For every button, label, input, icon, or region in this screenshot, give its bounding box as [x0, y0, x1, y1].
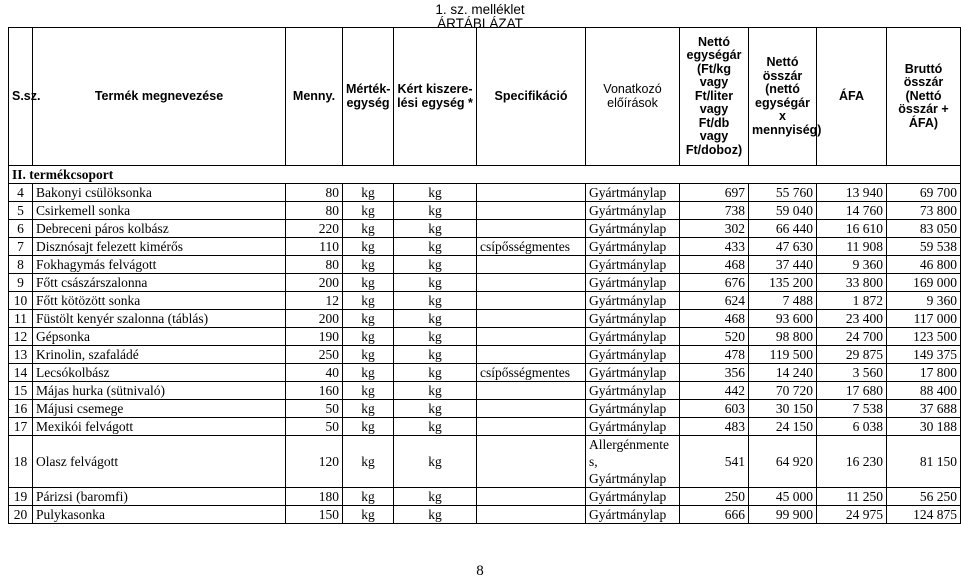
cell-unit: kg	[343, 506, 394, 524]
cell-rules: Gyártmánylap	[586, 310, 680, 328]
cell-vat: 11 908	[817, 238, 887, 256]
cell-row-number: 20	[9, 506, 33, 524]
cell-pack-unit: kg	[394, 346, 477, 364]
cell-row-number: 15	[9, 382, 33, 400]
cell-specification	[477, 220, 586, 238]
cell-product-name: Csirkemell sonka	[33, 202, 286, 220]
cell-pack-unit: kg	[394, 506, 477, 524]
cell-quantity: 120	[286, 436, 343, 488]
cell-net-unit-price: 738	[680, 202, 749, 220]
cell-net-total: 119 500	[749, 346, 817, 364]
cell-rules: Gyártmánylap	[586, 292, 680, 310]
cell-rules: Gyártmánylap	[586, 382, 680, 400]
cell-rules: Gyártmánylap	[586, 238, 680, 256]
cell-gross-total: 88 400	[887, 382, 961, 400]
cell-net-unit-price: 442	[680, 382, 749, 400]
cell-vat: 16 610	[817, 220, 887, 238]
cell-gross-total: 46 800	[887, 256, 961, 274]
cell-rules: Gyártmánylap	[586, 274, 680, 292]
cell-product-name: Disznósajt felezett kimérős	[33, 238, 286, 256]
cell-row-number: 12	[9, 328, 33, 346]
cell-specification	[477, 382, 586, 400]
cell-gross-total: 30 188	[887, 418, 961, 436]
cell-gross-total: 169 000	[887, 274, 961, 292]
cell-pack-unit: kg	[394, 202, 477, 220]
cell-row-number: 13	[9, 346, 33, 364]
cell-rules: Gyártmánylap	[586, 202, 680, 220]
cell-rules: Gyártmánylap	[586, 400, 680, 418]
table-row	[9, 346, 961, 364]
cell-product-name: Pulykasonka	[33, 506, 286, 524]
header-pack: Kért kiszere-lési egység *	[394, 28, 477, 166]
cell-net-unit-price: 520	[680, 328, 749, 346]
cell-net-total: 135 200	[749, 274, 817, 292]
cell-unit: kg	[343, 274, 394, 292]
table-row	[9, 184, 961, 202]
header-vat: ÁFA	[817, 28, 887, 166]
cell-product-name: Gépsonka	[33, 328, 286, 346]
cell-product-name: Fokhagymás felvágott	[33, 256, 286, 274]
cell-quantity: 80	[286, 256, 343, 274]
cell-quantity: 160	[286, 382, 343, 400]
cell-unit: kg	[343, 292, 394, 310]
cell-net-total: 30 150	[749, 400, 817, 418]
table-row	[9, 382, 961, 400]
cell-quantity: 190	[286, 328, 343, 346]
cell-gross-total: 69 700	[887, 184, 961, 202]
page-number: 8	[476, 563, 484, 579]
cell-unit: kg	[343, 328, 394, 346]
cell-specification	[477, 400, 586, 418]
cell-unit: kg	[343, 364, 394, 382]
cell-pack-unit: kg	[394, 256, 477, 274]
cell-product-name: Főtt császárszalonna	[33, 274, 286, 292]
table-row	[9, 238, 961, 256]
cell-row-number: 9	[9, 274, 33, 292]
cell-net-total: 98 800	[749, 328, 817, 346]
cell-specification	[477, 506, 586, 524]
cell-quantity: 40	[286, 364, 343, 382]
header-net-unit: Nettó egységár (Ft/kg vagy Ft/liter vagy Ft/db vagy Ft/doboz)	[680, 28, 749, 166]
cell-net-unit-price: 468	[680, 310, 749, 328]
cell-row-number: 10	[9, 292, 33, 310]
cell-specification	[477, 274, 586, 292]
cell-vat: 17 680	[817, 382, 887, 400]
cell-unit: kg	[343, 256, 394, 274]
cell-row-number: 16	[9, 400, 33, 418]
cell-product-name: Bakonyi csülöksonka	[33, 184, 286, 202]
header-row	[9, 28, 961, 166]
cell-vat: 6 038	[817, 418, 887, 436]
cell-gross-total: 59 538	[887, 238, 961, 256]
cell-product-name: Mexikói felvágott	[33, 418, 286, 436]
cell-specification: csípősségmentes	[477, 364, 586, 382]
cell-row-number: 14	[9, 364, 33, 382]
cell-gross-total: 149 375	[887, 346, 961, 364]
cell-net-unit-price: 468	[680, 256, 749, 274]
header-unit: Mérték-egység	[343, 28, 394, 166]
cell-product-name: Májusi csemege	[33, 400, 286, 418]
cell-unit: kg	[343, 436, 394, 488]
cell-gross-total: 81 150	[887, 436, 961, 488]
cell-net-unit-price: 541	[680, 436, 749, 488]
header-spec: Specifikáció	[477, 28, 586, 166]
cell-vat: 1 872	[817, 292, 887, 310]
cell-net-unit-price: 603	[680, 400, 749, 418]
cell-vat: 16 230	[817, 436, 887, 488]
cell-product-name: Lecsókolbász	[33, 364, 286, 382]
cell-rules: Allergénmente s, Gyártmánylap	[586, 436, 680, 488]
cell-rules: Gyártmánylap	[586, 256, 680, 274]
cell-row-number: 8	[9, 256, 33, 274]
cell-specification	[477, 184, 586, 202]
cell-net-unit-price: 483	[680, 418, 749, 436]
cell-unit: kg	[343, 202, 394, 220]
cell-product-name: Krinolin, szafaládé	[33, 346, 286, 364]
cell-gross-total: 17 800	[887, 364, 961, 382]
cell-net-unit-price: 250	[680, 488, 749, 506]
cell-net-total: 24 150	[749, 418, 817, 436]
cell-net-total: 99 900	[749, 506, 817, 524]
cell-pack-unit: kg	[394, 436, 477, 488]
header-name: Termék megnevezése	[33, 28, 286, 166]
cell-pack-unit: kg	[394, 220, 477, 238]
cell-pack-unit: kg	[394, 328, 477, 346]
cell-rules: Gyártmánylap	[586, 346, 680, 364]
cell-unit: kg	[343, 418, 394, 436]
cell-product-name: Debreceni páros kolbász	[33, 220, 286, 238]
price-table	[8, 27, 961, 524]
cell-rules: Gyártmánylap	[586, 364, 680, 382]
group-label: II. termékcsoport	[9, 166, 961, 184]
cell-pack-unit: kg	[394, 238, 477, 256]
cell-pack-unit: kg	[394, 274, 477, 292]
cell-specification	[477, 256, 586, 274]
cell-quantity: 80	[286, 202, 343, 220]
cell-gross-total: 37 688	[887, 400, 961, 418]
cell-gross-total: 56 250	[887, 488, 961, 506]
cell-quantity: 150	[286, 506, 343, 524]
cell-specification	[477, 436, 586, 488]
header-net-total: Nettó összár (nettó egységár x mennyiség)	[749, 28, 817, 166]
cell-vat: 13 940	[817, 184, 887, 202]
cell-net-unit-price: 676	[680, 274, 749, 292]
cell-vat: 23 400	[817, 310, 887, 328]
header-ssz: S.sz.	[9, 28, 33, 166]
cell-row-number: 4	[9, 184, 33, 202]
cell-unit: kg	[343, 220, 394, 238]
table-row	[9, 256, 961, 274]
cell-net-total: 7 488	[749, 292, 817, 310]
cell-quantity: 180	[286, 488, 343, 506]
cell-net-total: 47 630	[749, 238, 817, 256]
cell-pack-unit: kg	[394, 184, 477, 202]
cell-vat: 24 975	[817, 506, 887, 524]
cell-rules: Gyártmánylap	[586, 418, 680, 436]
cell-specification	[477, 488, 586, 506]
cell-specification	[477, 328, 586, 346]
cell-net-unit-price: 697	[680, 184, 749, 202]
cell-rules: Gyártmánylap	[586, 328, 680, 346]
cell-quantity: 250	[286, 346, 343, 364]
table-row	[9, 506, 961, 524]
cell-gross-total: 73 800	[887, 202, 961, 220]
table-row	[9, 292, 961, 310]
cell-rules: Gyártmánylap	[586, 488, 680, 506]
cell-net-unit-price: 478	[680, 346, 749, 364]
cell-gross-total: 124 875	[887, 506, 961, 524]
cell-rules: Gyártmánylap	[586, 506, 680, 524]
cell-specification	[477, 292, 586, 310]
cell-row-number: 6	[9, 220, 33, 238]
cell-net-unit-price: 433	[680, 238, 749, 256]
header-qty: Menny.	[286, 28, 343, 166]
cell-product-name: Májas hurka (sütnivaló)	[33, 382, 286, 400]
cell-vat: 24 700	[817, 328, 887, 346]
cell-product-name: Párizsi (baromfi)	[33, 488, 286, 506]
cell-net-total: 70 720	[749, 382, 817, 400]
cell-product-name: Füstölt kenyér szalonna (táblás)	[33, 310, 286, 328]
table-row	[9, 400, 961, 418]
table-row	[9, 202, 961, 220]
cell-pack-unit: kg	[394, 400, 477, 418]
cell-vat: 9 360	[817, 256, 887, 274]
cell-net-total: 64 920	[749, 436, 817, 488]
cell-gross-total: 123 500	[887, 328, 961, 346]
cell-specification	[477, 310, 586, 328]
cell-net-total: 14 240	[749, 364, 817, 382]
cell-net-unit-price: 356	[680, 364, 749, 382]
cell-row-number: 11	[9, 310, 33, 328]
cell-net-total: 45 000	[749, 488, 817, 506]
cell-unit: kg	[343, 346, 394, 364]
cell-pack-unit: kg	[394, 488, 477, 506]
annex-label: 1. sz. melléklet	[435, 2, 525, 17]
cell-net-unit-price: 302	[680, 220, 749, 238]
cell-vat: 29 875	[817, 346, 887, 364]
cell-quantity: 50	[286, 418, 343, 436]
cell-pack-unit: kg	[394, 310, 477, 328]
cell-product-name: Olasz felvágott	[33, 436, 286, 488]
table-row	[9, 274, 961, 292]
cell-unit: kg	[343, 400, 394, 418]
cell-unit: kg	[343, 184, 394, 202]
cell-quantity: 50	[286, 400, 343, 418]
header-rules: Vonatkozó előírások	[586, 28, 680, 166]
cell-vat: 11 250	[817, 488, 887, 506]
table-title: ÁRTÁBLÁZAT	[437, 16, 523, 31]
cell-quantity: 200	[286, 310, 343, 328]
cell-specification: csípősségmentes	[477, 238, 586, 256]
cell-gross-total: 9 360	[887, 292, 961, 310]
cell-quantity: 80	[286, 184, 343, 202]
cell-pack-unit: kg	[394, 418, 477, 436]
cell-net-total: 37 440	[749, 256, 817, 274]
cell-net-unit-price: 666	[680, 506, 749, 524]
cell-vat: 3 560	[817, 364, 887, 382]
table-row	[9, 364, 961, 382]
cell-rules: Gyártmánylap	[586, 220, 680, 238]
cell-row-number: 19	[9, 488, 33, 506]
table-row	[9, 488, 961, 506]
cell-specification	[477, 202, 586, 220]
cell-product-name: Főtt kötözött sonka	[33, 292, 286, 310]
cell-pack-unit: kg	[394, 382, 477, 400]
cell-row-number: 7	[9, 238, 33, 256]
table-row	[9, 418, 961, 436]
cell-rules: Gyártmánylap	[586, 184, 680, 202]
cell-vat: 33 800	[817, 274, 887, 292]
cell-vat: 14 760	[817, 202, 887, 220]
group-row	[9, 166, 961, 184]
cell-net-unit-price: 624	[680, 292, 749, 310]
cell-quantity: 110	[286, 238, 343, 256]
table-row	[9, 436, 961, 488]
cell-net-total: 59 040	[749, 202, 817, 220]
cell-unit: kg	[343, 382, 394, 400]
table-row	[9, 220, 961, 238]
cell-quantity: 200	[286, 274, 343, 292]
cell-row-number: 18	[9, 436, 33, 488]
cell-quantity: 12	[286, 292, 343, 310]
header-gross: Bruttó összár (Nettó összár + ÁFA)	[887, 28, 961, 166]
cell-specification	[477, 418, 586, 436]
cell-gross-total: 83 050	[887, 220, 961, 238]
cell-gross-total: 117 000	[887, 310, 961, 328]
cell-net-total: 66 440	[749, 220, 817, 238]
cell-row-number: 5	[9, 202, 33, 220]
cell-unit: kg	[343, 310, 394, 328]
table-row	[9, 310, 961, 328]
cell-net-total: 93 600	[749, 310, 817, 328]
cell-specification	[477, 346, 586, 364]
cell-pack-unit: kg	[394, 292, 477, 310]
cell-row-number: 17	[9, 418, 33, 436]
cell-unit: kg	[343, 488, 394, 506]
table-row	[9, 328, 961, 346]
cell-unit: kg	[343, 238, 394, 256]
cell-pack-unit: kg	[394, 364, 477, 382]
cell-net-total: 55 760	[749, 184, 817, 202]
cell-vat: 7 538	[817, 400, 887, 418]
cell-quantity: 220	[286, 220, 343, 238]
